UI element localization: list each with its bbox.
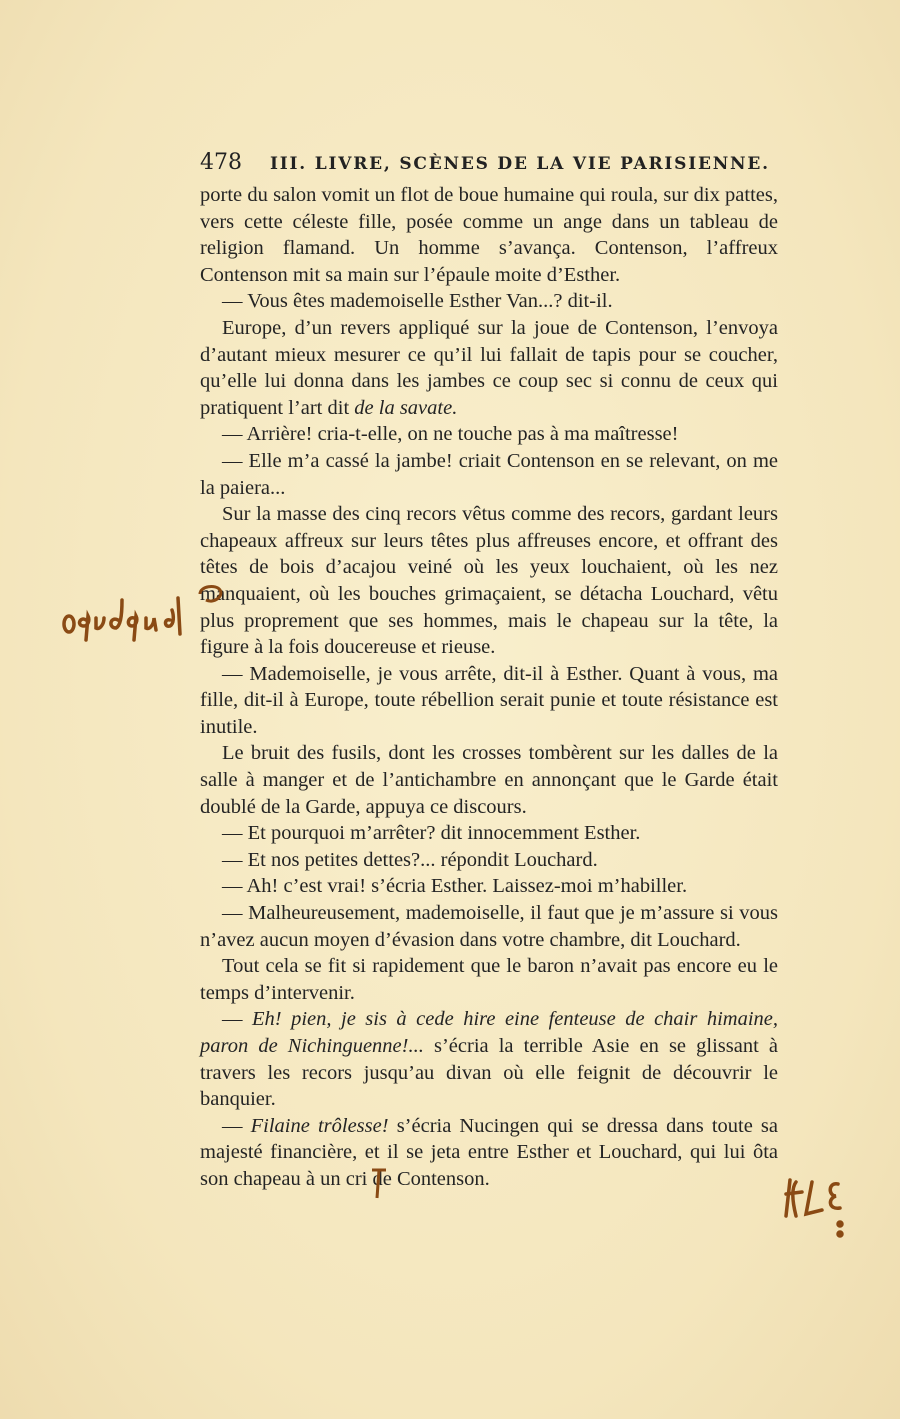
dash: — xyxy=(222,1114,251,1137)
paragraph: — Arrière! cria-t-elle, on ne touche pas à ma maîtresse! xyxy=(222,423,679,446)
handwritten-note-icon xyxy=(782,1168,862,1243)
paragraph: — Mademoiselle, je vous arrête, dit-il à Esther. Quant à vous, ma fille, dit-il à Europe, toute rébellion serait punie et toute résistance est inutile. xyxy=(200,662,778,738)
proof-mark-icon xyxy=(196,582,226,606)
paragraph: — Malheureusement, mademoiselle, il faut que je m’assure si vous n’avez aucun moyen d’évasion dans votre chambre, dit Louchard. xyxy=(200,902,778,951)
running-title: III. LIVRE, SCÈNES DE LA VIE PARISIENNE. xyxy=(270,154,770,174)
paragraph xyxy=(200,1113,778,1193)
paragraph xyxy=(200,315,778,421)
paragraph: Tout cela se fit si rapidement que le baron n’avait pas encore eu le temps d’intervenir. xyxy=(200,955,778,1004)
paragraph-text: s’écria Nucingen qui se dressa dans toute sa majesté financière, et il se jeta entre Esther et Louchard, qui lui ôta son chapeau à un cri de Contenson. xyxy=(200,1114,779,1190)
paragraph: Sur la masse des cinq recors vêtus comme des recors, gardant leurs chapeaux affreux sur leurs têtes plus affreuses encore, et offrant des têtes de bois d’acajou veiné où les yeux louchaient, où les nez manquaient, où les bouches grimaçaient, se détacha Louchard, vêtu plus proprement que ses hommes, mais le chapeau sur la tête, la figure à la fois doucereuse et rieuse. xyxy=(200,503,778,659)
paragraph: — Vous êtes mademoiselle Esther Van...? dit-il. xyxy=(222,290,613,313)
margin-annotation-left xyxy=(60,590,190,650)
italic-speech: Filaine trôlesse! xyxy=(250,1114,389,1137)
page-number: 478 xyxy=(200,150,242,175)
running-header xyxy=(200,150,778,175)
paragraph: — Et nos petites dettes?... répondit Louchard. xyxy=(222,848,598,871)
paragraph: Le bruit des fusils, dont les crosses tombèrent sur les dalles de la salle à manger et de l’antichambre en annonçant que le Garde était doublé de la Garde, appuya ce discours. xyxy=(200,742,778,818)
dash: — xyxy=(222,1008,252,1031)
paragraph: porte du salon vomit un flot de boue humaine qui roula, sur dix pattes, vers cette céleste fille, posée comme un ange dans un tableau de religion flamand. Un homme s’avança. Contenson, l’affreux Contenson mit sa main sur l’épaule moite d’Esther. xyxy=(200,184,778,286)
paragraph-text: s’écria la terrible Asie en se glissant à travers les recors jusqu’au divan où elle feignit de découvrir le banquier. xyxy=(200,1035,778,1111)
paragraph: — Elle m’a cassé la jambe! criait Contenson en se relevant, on me la paiera... xyxy=(200,449,778,499)
paragraph: — Et pourquoi m’arrêter? dit innocemment Esther. xyxy=(222,822,641,845)
body-text xyxy=(200,182,778,1193)
margin-annotation-right xyxy=(782,1168,862,1243)
insertion-mark-icon xyxy=(368,1166,390,1200)
paragraph xyxy=(200,1006,778,1112)
paragraph: — Ah! c’est vrai! s’écria Esther. Laissez-moi m’habiller. xyxy=(222,875,688,898)
paragraph-text: Europe, d’un revers appliqué sur la joue de Contenson, l’envoya d’autant mieux mesurer ce qu’il lui fallait de tapis pour se coucher, qu’elle lui donna dans les jambes ce coup sec si connu de ceux qui pratiquent l’art dit xyxy=(200,316,778,419)
italic-phrase: de la savate. xyxy=(354,396,458,419)
handwritten-note-icon xyxy=(60,590,190,650)
italic-speech: Eh! pien, je sis à cede hire eine fenteuse de chair himaine, paron de Nichinguenne!... xyxy=(200,1008,779,1057)
